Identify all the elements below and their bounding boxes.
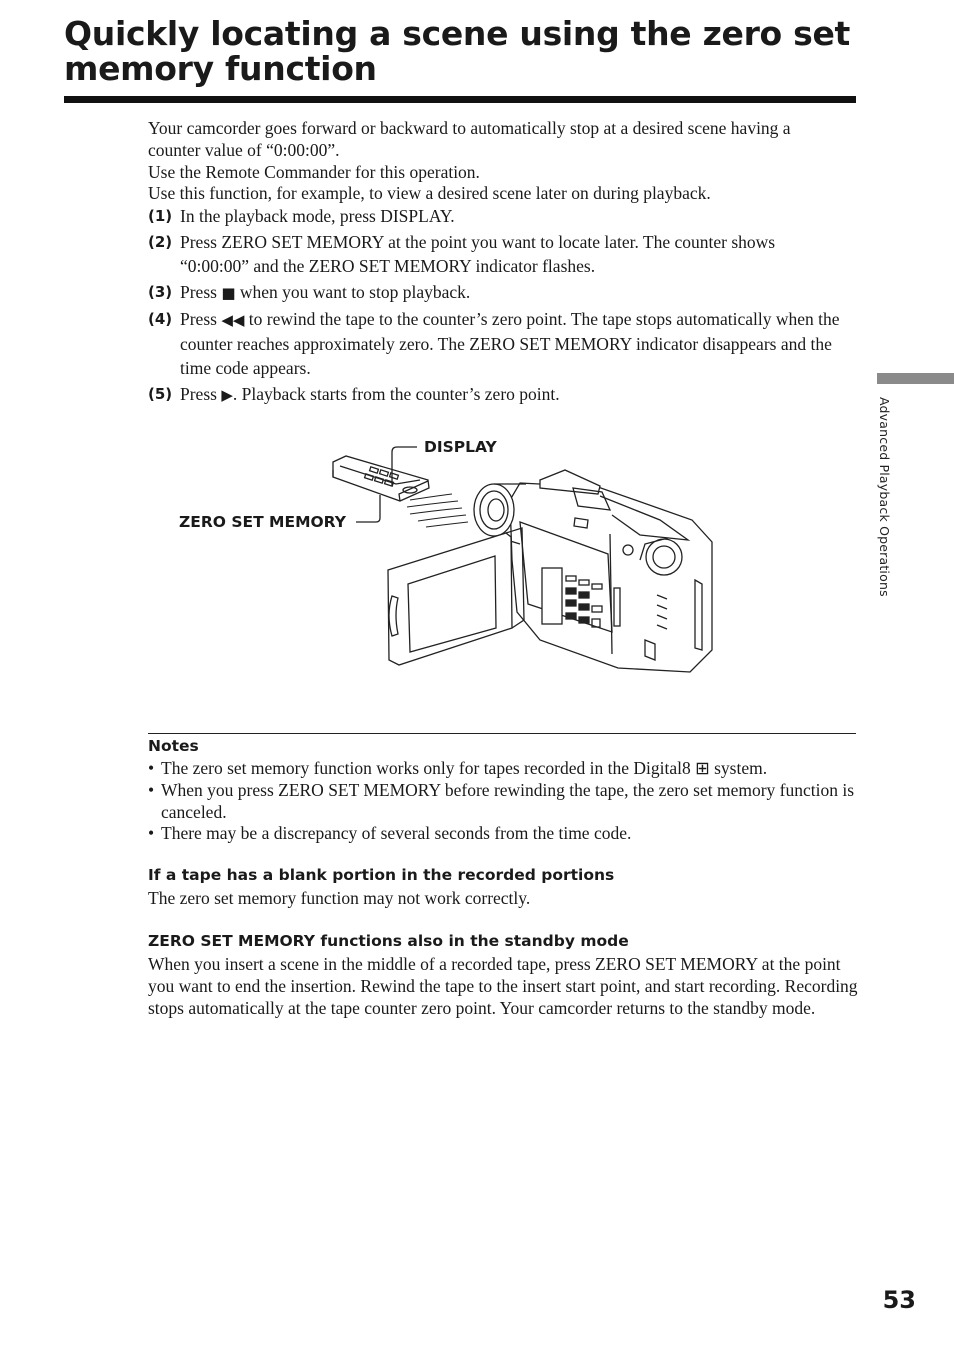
step-text-after: . Playback starts from the counter’s zero point. [232, 384, 560, 405]
step-text-after: when you want to stop playback. [235, 282, 471, 303]
side-tab-marker [877, 373, 954, 384]
side-section-label: Advanced Playback Operations [877, 397, 892, 597]
stop-icon: ■ [221, 284, 236, 303]
lcd-panel-icon [388, 528, 524, 665]
note-text: There may be a discrepancy of several seconds from the time code. [161, 823, 632, 844]
step-item [148, 281, 848, 306]
step-text-before: Press [180, 282, 222, 303]
remote-commander-icon [333, 456, 429, 501]
section-heading: If a tape has a blank portion in the recorded portions [148, 866, 615, 884]
intro-line: Your camcorder goes forward or backward to automatically stop at a desired scene having a counter value of “0:00:00”. [148, 118, 791, 160]
section-text: When you insert a scene in the middle of a recorded tape, press ZERO SET MEMORY at the point you want to end the insertion. Rewind the tape to the insert start point, and start recording. Recording stops automatically at the tape counter zero point. Your camcorder returns to the standby mode. [148, 954, 858, 1018]
note-item [148, 780, 860, 824]
step-text-before: Press [180, 384, 222, 405]
intro-line: Use the Remote Commander for this operation. [148, 161, 480, 182]
step-item [148, 231, 848, 279]
signal-waves-icon [407, 494, 468, 527]
camcorder-illustration [170, 428, 730, 690]
step-number: (3) [148, 283, 173, 302]
step-text: Press ZERO SET MEMORY at the point you want to locate later. The counter shows “0:00:00” and the ZERO SET MEMORY indicator flashes. [180, 232, 776, 276]
section-heading: ZERO SET MEMORY functions also in the standby mode [148, 932, 629, 950]
page-number: 53 [882, 1286, 916, 1314]
zero-set-memory-label: ZERO SET MEMORY [179, 513, 346, 531]
bullet-icon: • [148, 758, 155, 778]
intro-line: Use this function, for example, to view a desired scene later on during playback. [148, 183, 711, 204]
display-label: DISPLAY [424, 438, 497, 456]
step-text: In the playback mode, press DISPLAY. [180, 206, 455, 226]
step-item [148, 383, 848, 408]
section-text: The zero set memory function may not work correctly. [148, 888, 531, 908]
step-number: (2) [148, 233, 173, 252]
step-item [148, 205, 848, 229]
step-text-before: Press [180, 309, 222, 330]
step-number: (4) [148, 310, 173, 329]
step-number: (1) [148, 207, 173, 225]
notes-divider [148, 733, 856, 734]
notes-heading: Notes [148, 737, 199, 755]
title-rule [64, 96, 856, 103]
bullet-icon: • [148, 779, 155, 800]
play-icon: ▶ [221, 386, 233, 405]
intro [148, 118, 838, 205]
note-text: When you press ZERO SET MEMORY before rewinding the tape, the zero set memory function is canceled. [161, 779, 855, 822]
steps-list [148, 205, 848, 410]
notes-list [148, 758, 860, 845]
page-title: Quickly locating a scene using the zero set memory function [64, 14, 850, 88]
step-text-after: to rewind the tape to the counter’s zero point. The tape stops automatically when the counter reaches approximately zero. The ZERO SET MEMORY indicator disappears and the time code appears. [180, 309, 840, 378]
step-item [148, 308, 848, 380]
note-item [148, 758, 860, 780]
step-number: (5) [148, 385, 173, 404]
note-item [148, 823, 860, 845]
rewind-icon: ◀◀ [221, 311, 245, 330]
note-text: The zero set memory function works only for tapes recorded in the Digital8 ⊞ system. [161, 758, 768, 778]
bullet-icon: • [148, 823, 155, 844]
zero-set-leader [356, 495, 380, 522]
